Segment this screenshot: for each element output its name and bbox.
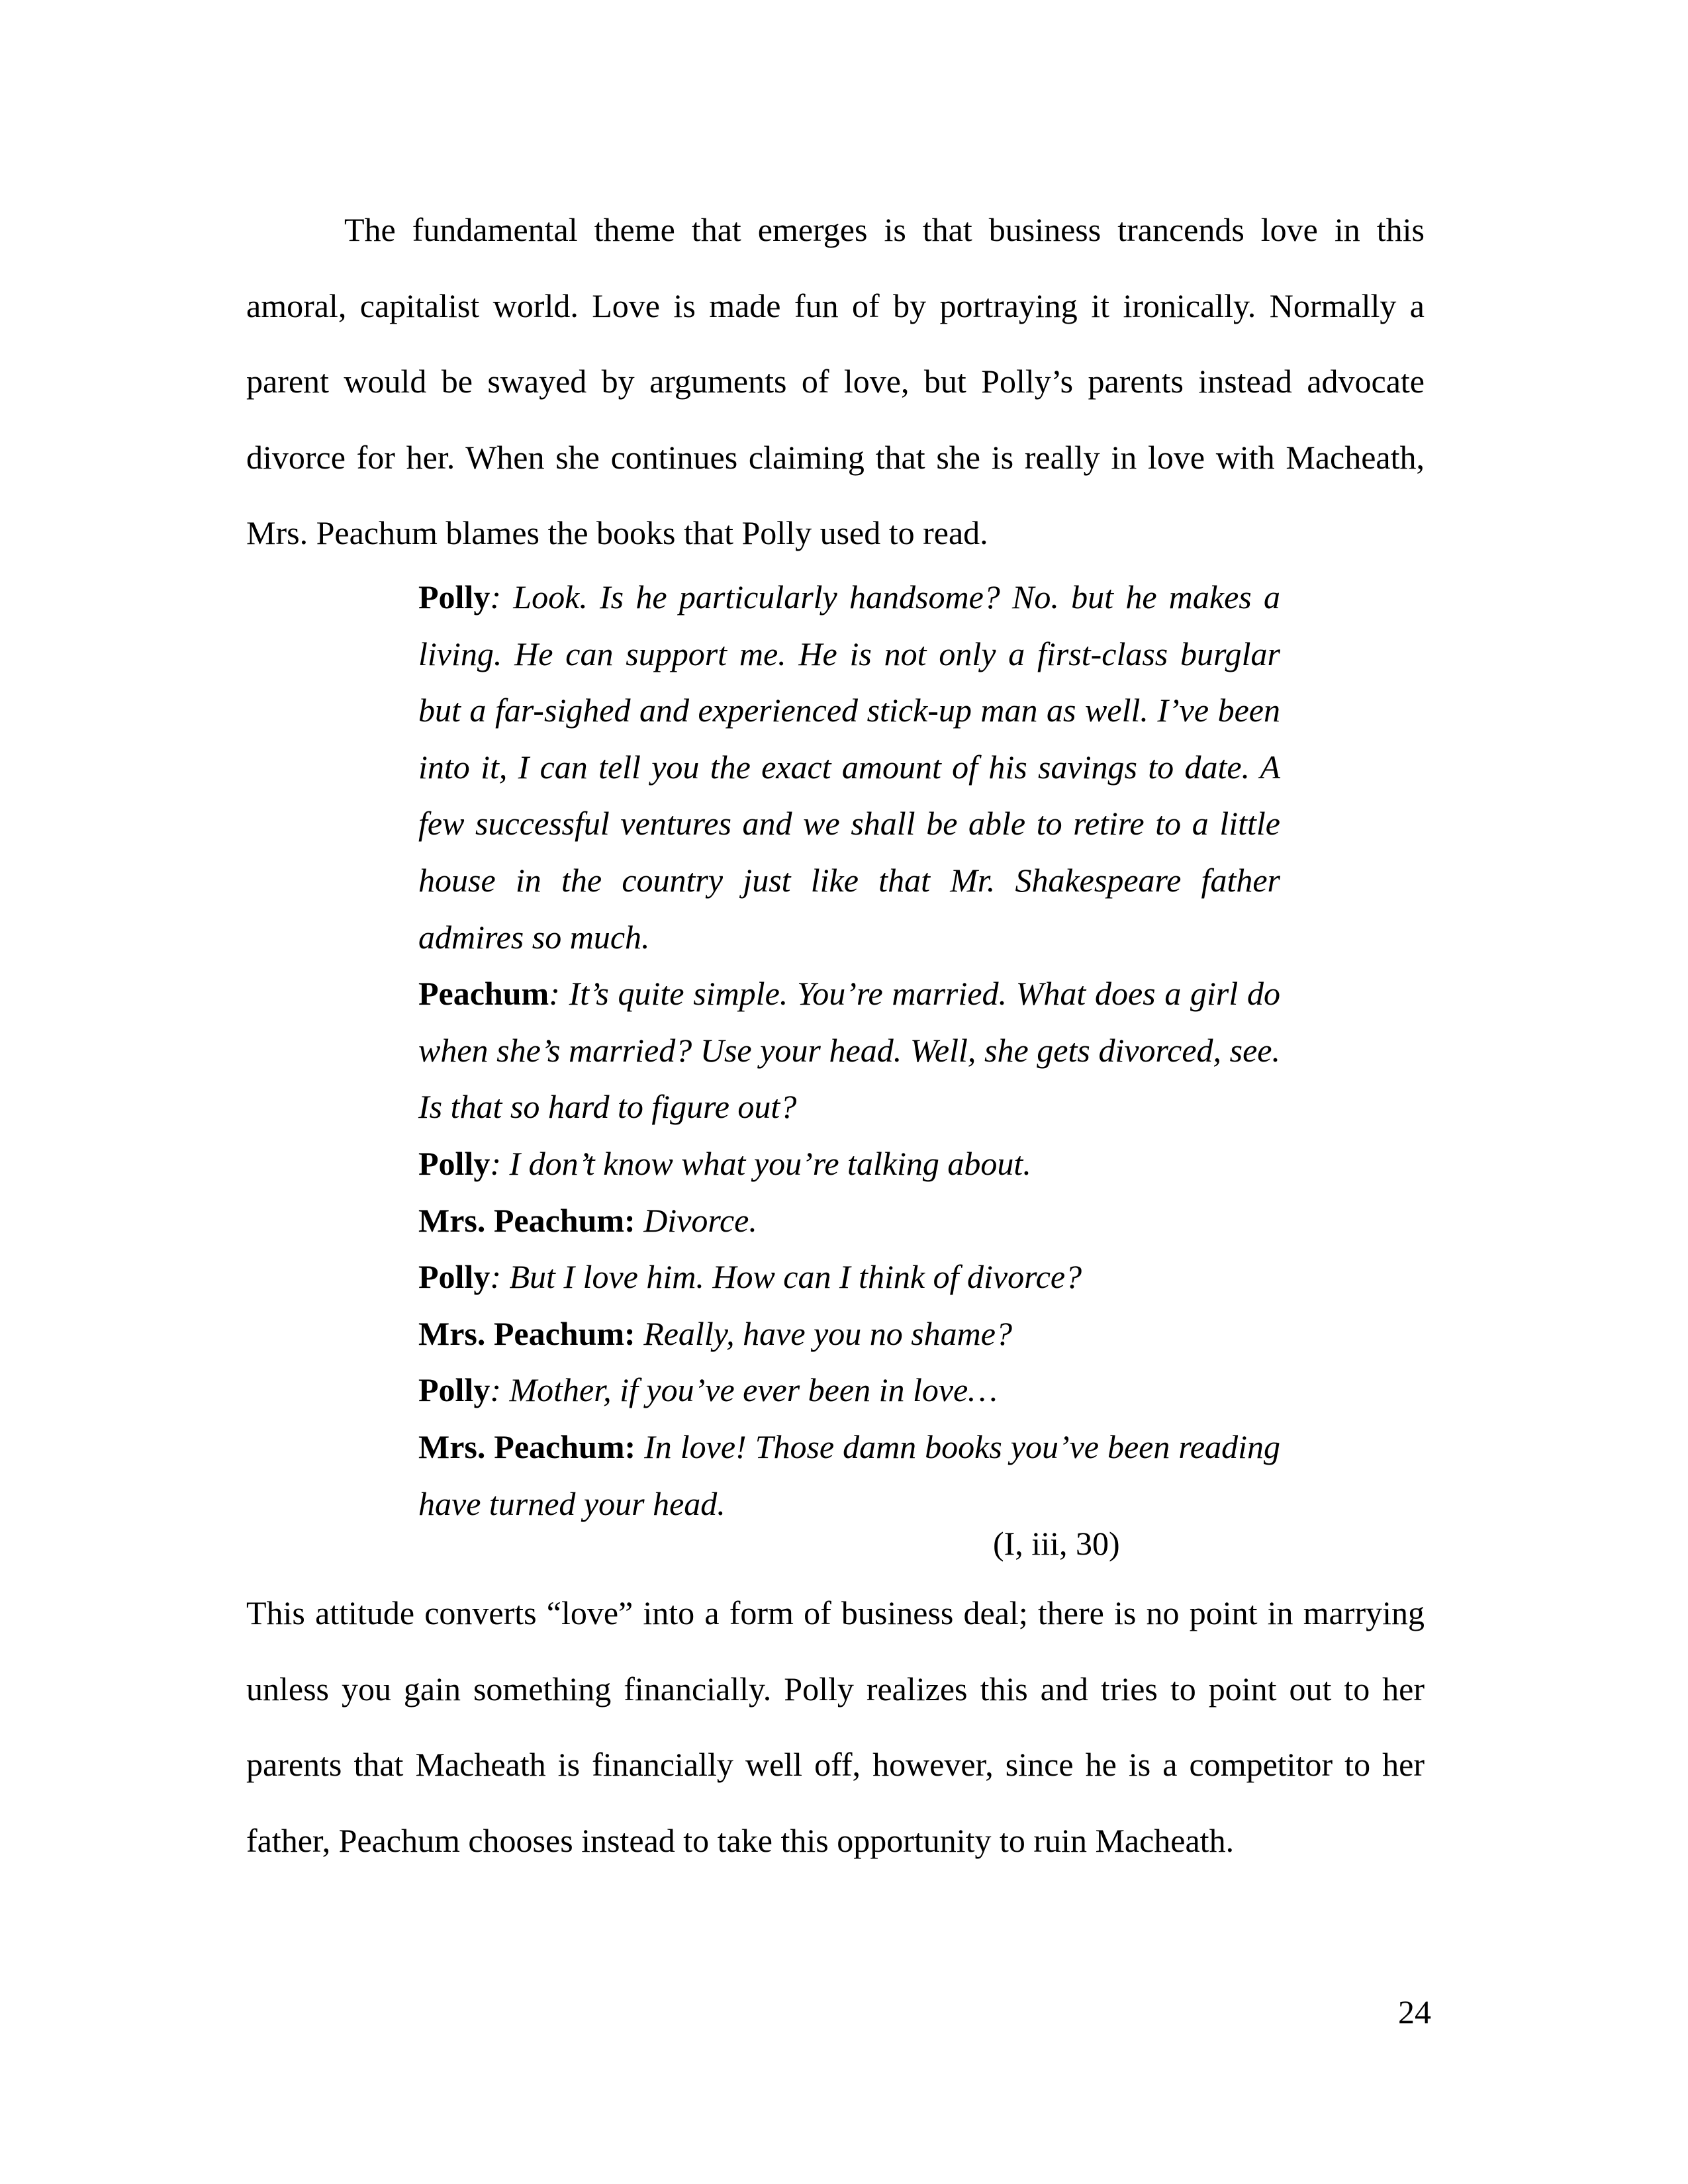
speaker-name: Mrs. Peachum: xyxy=(418,1314,635,1352)
quote-line xyxy=(418,1306,1280,1363)
body-paragraph-2: This attitude converts “love” into a form of business deal; there is no point in marrying unless you gain something financially. Polly realizes this and tries to point out to her parents that Macheath is financially well off, however, since he is a competitor to her father, Peachum chooses instead to take this opportunity to ruin Macheath. xyxy=(246,1594,1425,1859)
speaker-name: Mrs. Peachum: xyxy=(418,1201,635,1239)
quote-line xyxy=(418,1193,1280,1250)
speech-text: But I love him. How can I think of divorce? xyxy=(509,1258,1082,1296)
speech-text: Divorce. xyxy=(643,1201,757,1239)
speaker-colon: : xyxy=(490,1371,501,1409)
speaker-colon: : xyxy=(490,578,501,615)
speaker-colon: : xyxy=(490,1258,501,1296)
speech-text: Mother, if you’ve ever been in love… xyxy=(509,1371,998,1409)
block-quote xyxy=(418,569,1280,1532)
speaker-name: Mrs. Peachum: xyxy=(418,1428,636,1465)
quote-citation: (I, iii, 30) xyxy=(993,1525,1120,1562)
quote-line xyxy=(418,1136,1280,1193)
page-number: 24 xyxy=(1398,1993,1431,2030)
quote-line xyxy=(418,569,1280,966)
speech-text: I don’t know what you’re talking about. xyxy=(509,1144,1031,1182)
speaker-colon: : xyxy=(549,975,560,1013)
speaker-name: Polly xyxy=(418,578,491,615)
body-paragraph-1: The fundamental theme that emerges is that business trancends love in this amoral, capitalist world. Love is made fun of by portraying it ironically. Normally a parent would be swayed by arguments of love, but Polly’s parents instead advocate divorce for her. When she continues claiming that she is really in love with Macheath, Mrs. Peachum blames the books that Polly used to read. xyxy=(246,211,1425,551)
quote-line xyxy=(418,1249,1280,1306)
speaker-name: Polly xyxy=(418,1144,491,1182)
quote-line xyxy=(418,966,1280,1136)
speech-text: In love! Those damn books you’ve been reading have turned your head. xyxy=(418,1428,1280,1522)
speech-text: Really, have you no shame? xyxy=(643,1314,1012,1352)
quote-line xyxy=(418,1362,1280,1419)
speaker-name: Peachum xyxy=(418,975,549,1013)
speech-text: Look. Is he particularly handsome? No. but he makes a living. He can support me. He is not only a first-class burglar but a far-sighed and experienced stick-up man as well. I’ve been into it, I can tell you the exact amount of his savings to date. A few successful ventures and we shall be able to retire to a little house in the country just like that Mr. Shakespeare father admires so much. xyxy=(418,578,1281,956)
speaker-name: Polly xyxy=(418,1371,491,1409)
speaker-name: Polly xyxy=(418,1258,491,1296)
speaker-colon: : xyxy=(490,1144,501,1182)
speech-text: It’s quite simple. You’re married. What does a girl do when she’s married? Use your head. Well, she gets divorced, see. Is that so hard to figure out? xyxy=(418,975,1281,1126)
quote-line xyxy=(418,1419,1280,1532)
